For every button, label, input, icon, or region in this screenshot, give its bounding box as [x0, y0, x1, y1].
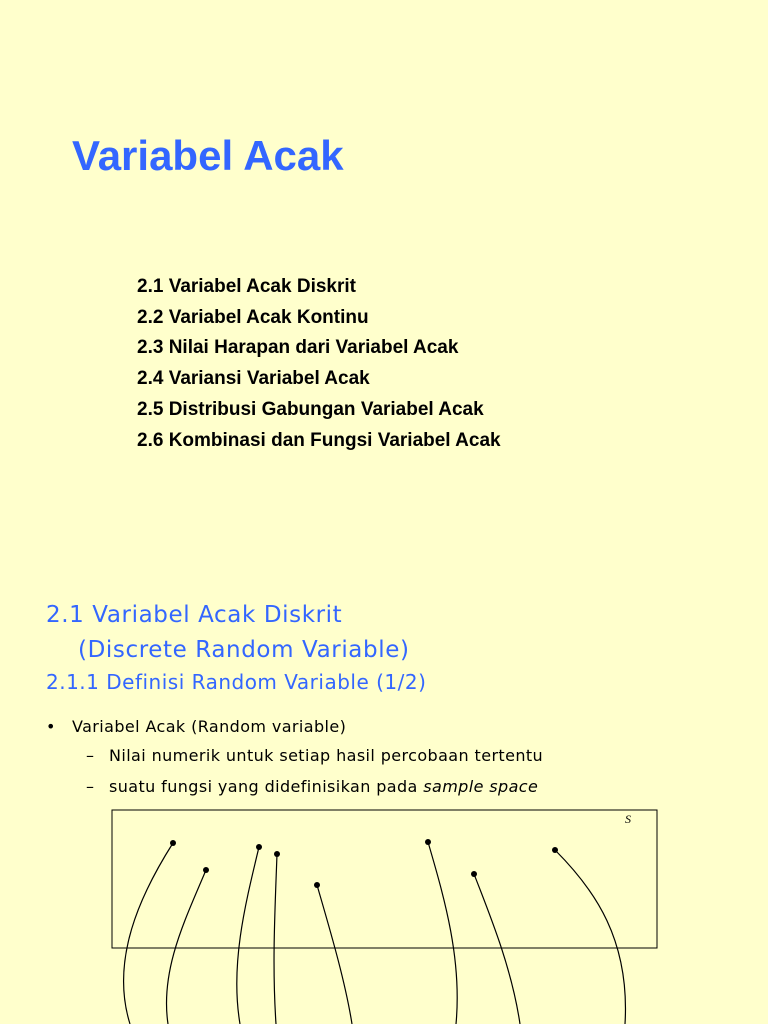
- sub-bullet-text: suatu fungsi yang didefinisikan pada: [109, 777, 424, 796]
- outcome-point: [425, 839, 431, 845]
- sub-bullet-emphasis: sample space: [423, 777, 539, 796]
- dash-icon: –: [86, 746, 95, 765]
- outcome-point: [256, 844, 262, 850]
- mapping-arrow: [317, 885, 352, 1024]
- toc-item: 2.4 Variansi Variabel Acak: [137, 368, 370, 390]
- mapping-arrow: [428, 842, 457, 1024]
- bullet-icon: •: [46, 717, 56, 736]
- toc-item: 2.5 Distribusi Gabungan Variabel Acak: [137, 398, 484, 420]
- outcome-point: [170, 840, 176, 846]
- bullet-text: Variabel Acak (Random variable): [72, 717, 347, 736]
- dash-icon: –: [86, 777, 95, 796]
- outcome-point: [552, 847, 558, 853]
- mapping-arrow: [166, 870, 206, 1024]
- mapping-arrow: [555, 850, 625, 1024]
- slide-title: Variabel Acak: [72, 132, 344, 179]
- mapping-arrow: [474, 874, 520, 1024]
- outcome-point: [274, 851, 280, 857]
- outcome-point: [314, 882, 320, 888]
- section-heading-title: 2.1 Variabel Acak Diskrit: [46, 602, 343, 628]
- outcome-point: [203, 867, 209, 873]
- mapping-arrow: [124, 843, 173, 1024]
- subsection-heading: 2.1.1 Definisi Random Variable (1/2): [46, 670, 427, 694]
- sub-bullet-text: Nilai numerik untuk setiap hasil percobaan tertentu: [109, 746, 544, 765]
- toc-item: 2.3 Nilai Harapan dari Variabel Acak: [137, 337, 459, 359]
- section-heading-subtitle: (Discrete Random Variable): [78, 637, 410, 663]
- mapping-arrow: [274, 854, 277, 1024]
- toc-item: 2.1 Variabel Acak Diskrit: [137, 276, 356, 297]
- outcome-point: [471, 871, 477, 877]
- mapping-arrow: [237, 847, 259, 1024]
- sample-space-label: S: [625, 812, 631, 826]
- sample-space-box: [112, 810, 657, 948]
- toc-item: 2.2 Variabel Acak Kontinu: [137, 306, 369, 328]
- toc-item: 2.6 Kombinasi dan Fungsi Variabel Acak: [137, 429, 501, 451]
